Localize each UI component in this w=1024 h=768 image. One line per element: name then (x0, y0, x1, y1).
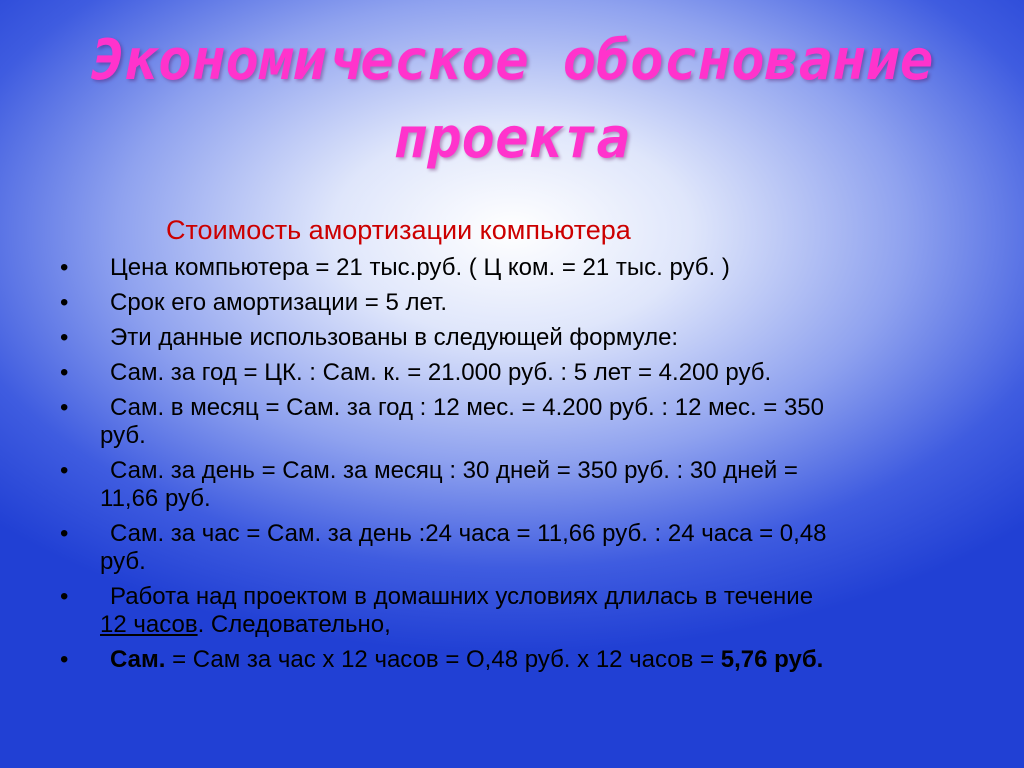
bullet-icon: • (60, 394, 69, 421)
list-item-text: Сам. в месяц = Сам. за год : 12 мес. = 4.200 руб. : 12 мес. = 350 (110, 394, 824, 421)
bullet-icon: • (60, 254, 69, 281)
list-item (58, 394, 968, 450)
list-item-text: Сам. за час = Сам. за день :24 часа = 11,66 руб. : 24 часа = 0,48 (110, 520, 827, 547)
bullet-icon: • (60, 583, 69, 610)
list-item (58, 646, 968, 674)
title-line-1: Экономическое обоснование (90, 28, 934, 93)
list-item-text: Работа над проектом в домашних условиях длилась в течение (110, 583, 814, 610)
list-item-continuation: руб. (100, 548, 146, 575)
bullet-icon: • (60, 457, 69, 484)
list-item (58, 324, 968, 352)
list-item (58, 457, 968, 513)
bullet-icon: • (60, 646, 69, 673)
bullet-list (58, 254, 968, 681)
underlined-hours: 12 часов (100, 611, 198, 638)
list-item-text: Сам. за день = Сам. за месяц : 30 дней = 350 руб. : 30 дней = (110, 457, 798, 484)
bullet-icon: • (60, 324, 69, 351)
title-line-2: проекта (393, 106, 630, 171)
list-item-text: Срок его амортизации = 5 лет. (110, 289, 448, 316)
list-item-text: Эти данные использованы в следующей формуле: (110, 324, 679, 351)
list-item (58, 359, 968, 387)
list-item-continuation: 11,66 руб. (100, 485, 211, 512)
bold-result: 5,76 руб. (720, 646, 824, 673)
list-item-text (100, 646, 823, 673)
list-item-continuation (100, 611, 968, 639)
list-item-text: Цена компьютера = 21 тыс.руб. ( Ц ком. = 21 тыс. руб. ) (110, 254, 730, 281)
slide-subtitle: Стоимость амортизации компьютера (166, 215, 631, 245)
formula-text: = Сам за час х 12 часов = О,48 руб. х 12 часов = (165, 646, 721, 673)
list-item (58, 583, 968, 639)
slide-title (0, 22, 1024, 178)
list-item (58, 254, 968, 282)
list-item (58, 289, 968, 317)
bullet-icon: • (60, 289, 69, 316)
list-item-text: Сам. за год = ЦК. : Сам. к. = 21.000 руб. : 5 лет = 4.200 руб. (110, 359, 772, 386)
bullet-icon: • (60, 520, 69, 547)
bullet-icon: • (60, 359, 69, 386)
list-item (58, 520, 968, 576)
list-item-continuation: руб. (100, 422, 146, 449)
bold-label: Сам. (110, 646, 166, 673)
continuation-rest: . Следовательно, (197, 611, 391, 638)
